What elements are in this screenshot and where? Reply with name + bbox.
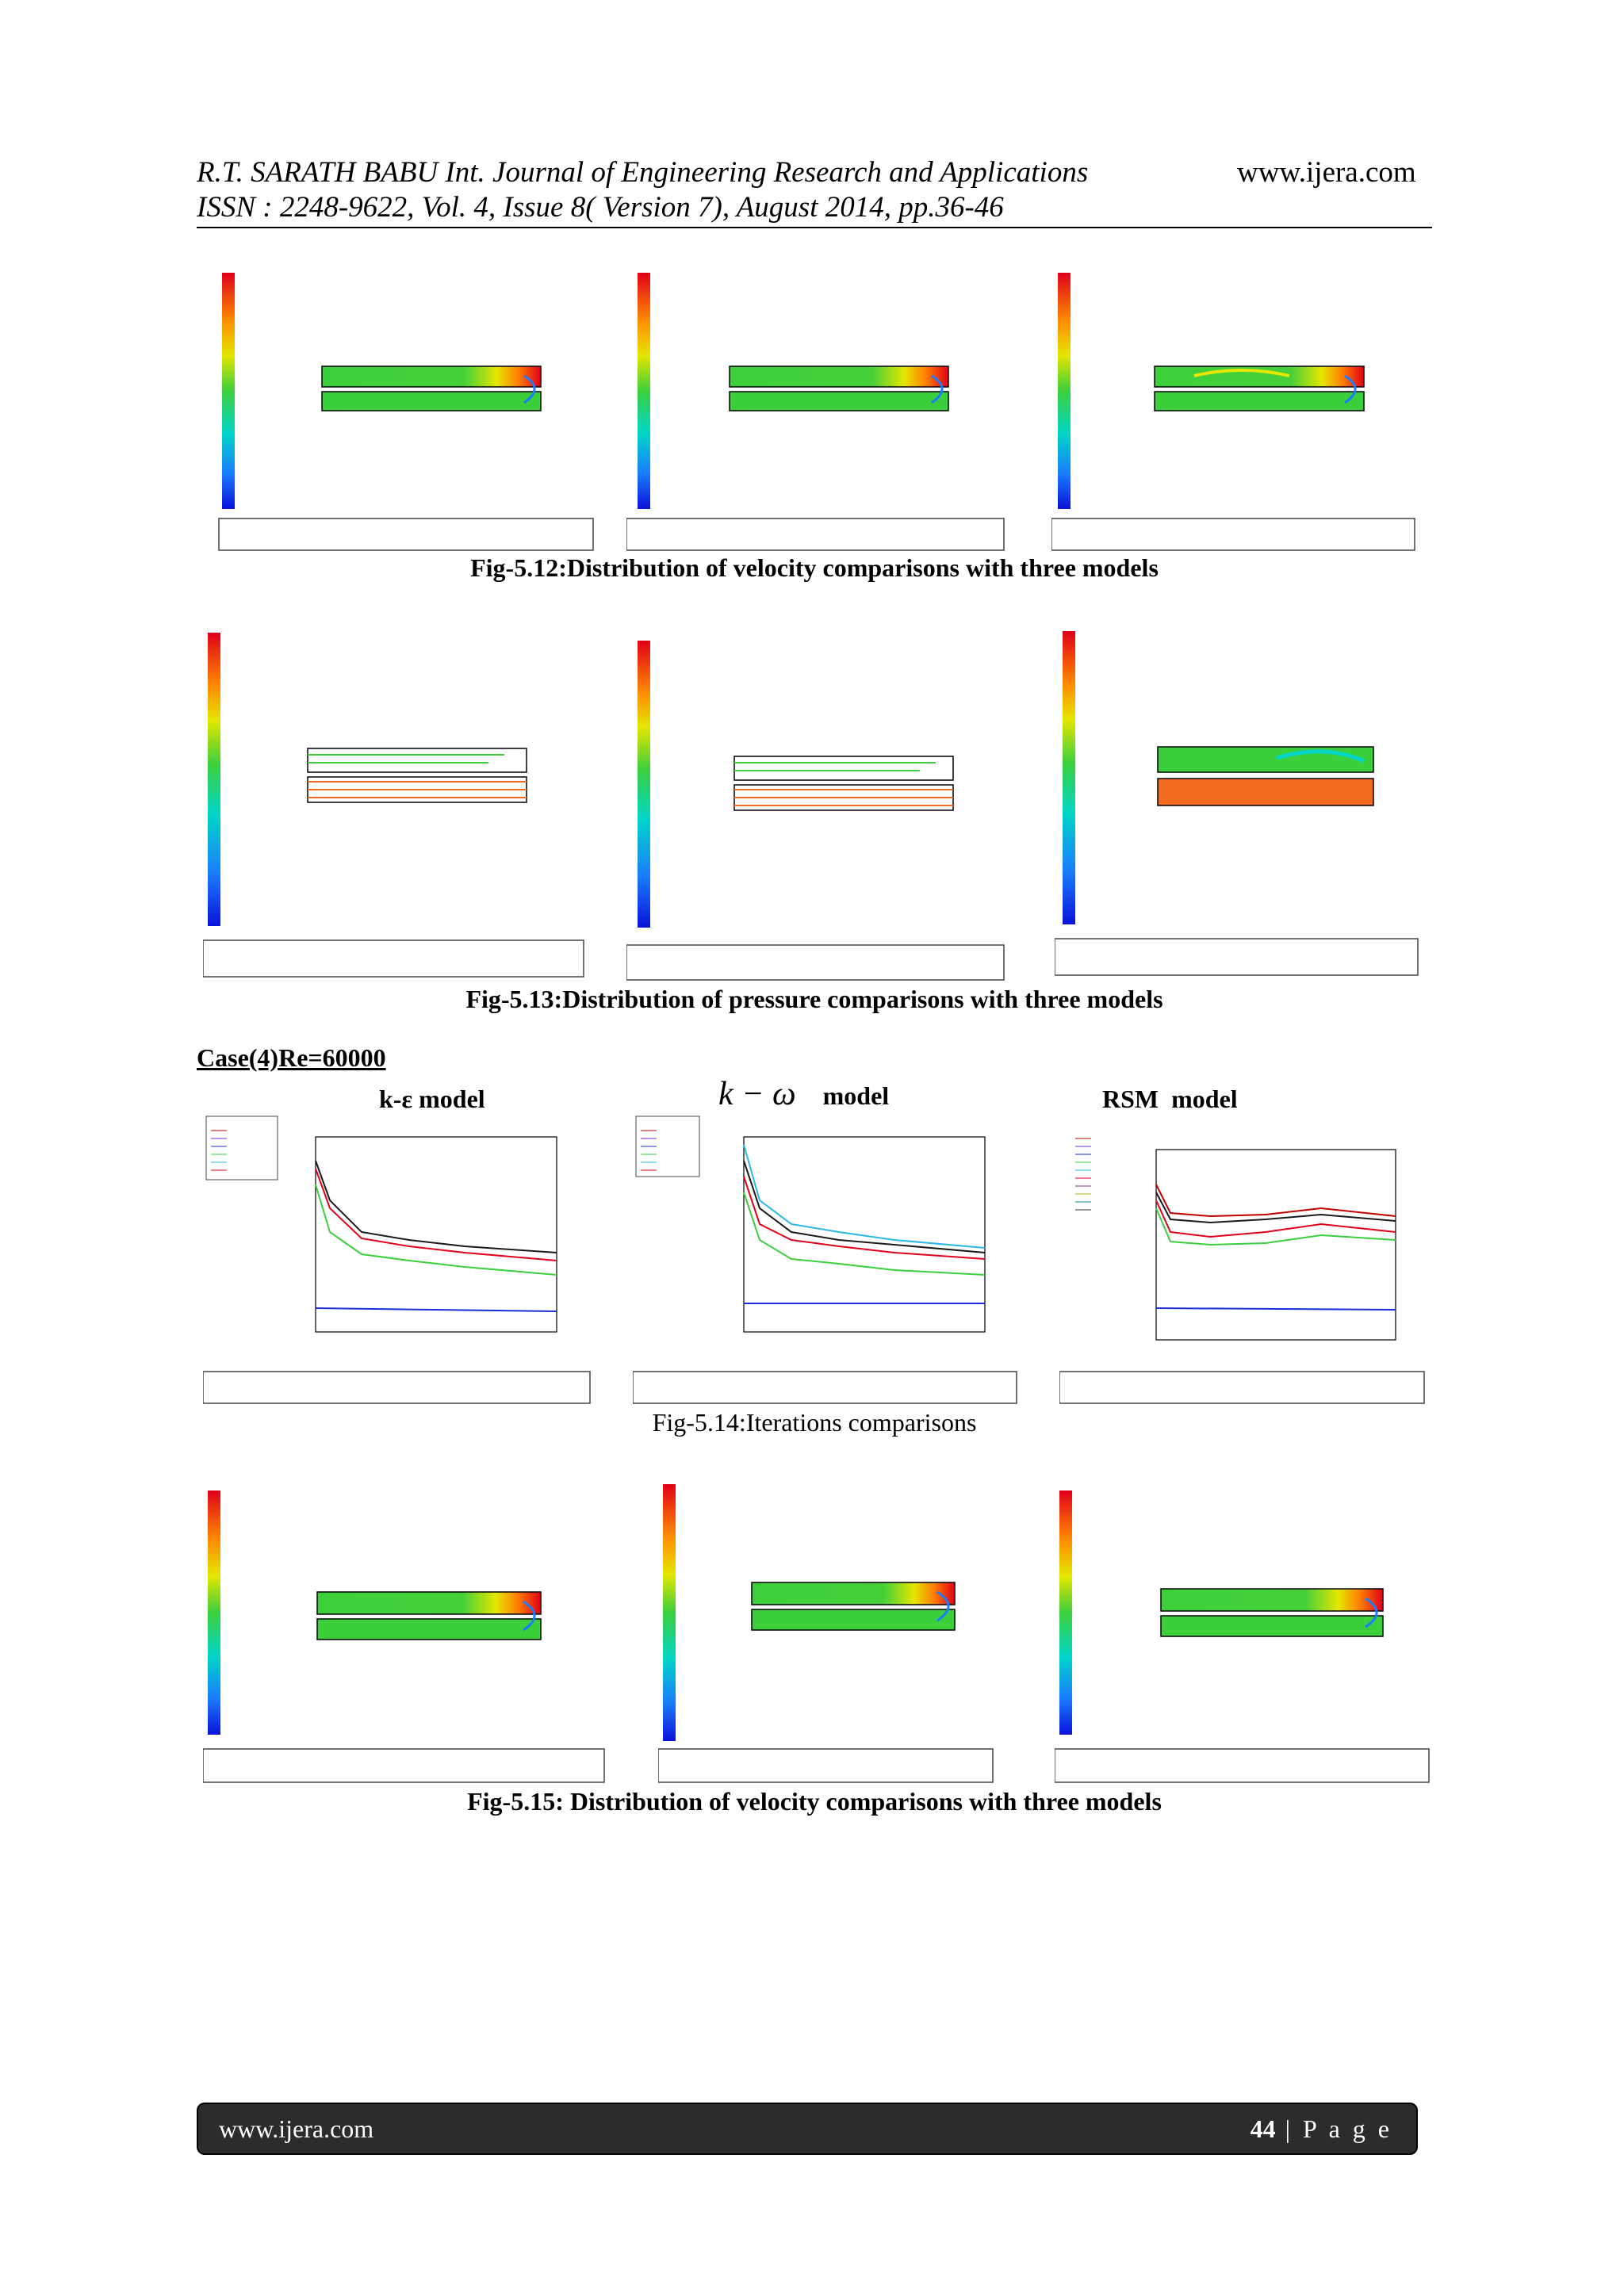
- page-number: [1251, 2114, 1392, 2144]
- fig512-panel-komega: [626, 265, 1005, 553]
- fig513-panel-komega: [626, 629, 1005, 983]
- fig514-caption: Fig-5.14:Iterations comparisons: [652, 1408, 977, 1437]
- journal-header-line1: R.T. SARATH BABU Int. Journal of Engineering Research and Applications: [197, 156, 1089, 189]
- fig513-caption: Fig-5.13:Distribution of pressure comparisons with three models: [465, 985, 1163, 1013]
- fig513-panel-rsm: [1055, 623, 1419, 980]
- fig515-panel-ke: [203, 1479, 606, 1785]
- fig512-panel-ke: [203, 265, 596, 553]
- model-label-rsm: RSM model: [1102, 1085, 1238, 1113]
- fig514-panel-ke: [203, 1113, 592, 1405]
- journal-header-line2: ISSN : 2248-9622, Vol. 4, Issue 8( Version 7), August 2014, pp.36-46: [197, 191, 1004, 224]
- komega-symbol: k − ω: [718, 1076, 796, 1112]
- fig512-caption: Fig-5.12:Distribution of velocity comparisons with three models: [470, 553, 1159, 582]
- fig515-panel-komega: [658, 1479, 994, 1785]
- case4-heading: Case(4)Re=60000: [197, 1043, 386, 1072]
- page-footer: [197, 2103, 1418, 2155]
- model-label-ke: k-ε model: [379, 1085, 485, 1113]
- fig512-panel-rsm: [1051, 265, 1416, 553]
- header-rule: [197, 227, 1432, 228]
- model-label-komega: [718, 1075, 889, 1113]
- page-label: | P a g e: [1275, 2114, 1392, 2143]
- fig515-panel-rsm: [1055, 1479, 1431, 1785]
- fig514-panel-komega: [633, 1113, 1018, 1405]
- footer-url[interactable]: www.ijera.com: [219, 2114, 374, 2143]
- fig514-panel-rsm: [1059, 1121, 1426, 1405]
- page-number-value: 44: [1250, 2114, 1276, 2143]
- komega-model-word: model: [822, 1081, 890, 1110]
- fig515-caption: Fig-5.15: Distribution of velocity comparisons with three models: [467, 1787, 1162, 1816]
- fig513-panel-ke: [203, 623, 585, 980]
- journal-url[interactable]: www.ijera.com: [1237, 156, 1416, 189]
